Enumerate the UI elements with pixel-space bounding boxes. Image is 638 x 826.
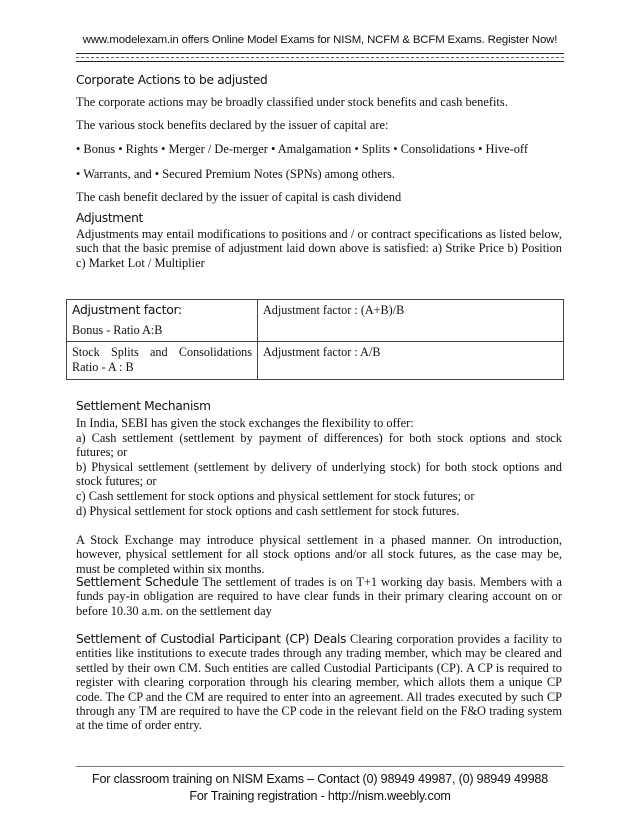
adjustment-paragraph: Adjustments may entail modifications to positions and / or contract specifications as listed below, such that the basic premise of adjustment laid down above is satisfied: a) Strike Price b) Position c) Market Lot / Multiplier bbox=[76, 227, 562, 270]
table-row bbox=[67, 300, 564, 342]
header-rule-dashed bbox=[76, 57, 564, 58]
header-rule-bottom bbox=[76, 61, 564, 62]
stock-benefits-list-1: • Bonus • Rights • Merger / De-merger • Amalgamation • Splits • Consolidations • Hive-off bbox=[76, 142, 528, 156]
table-row bbox=[67, 342, 564, 380]
settlement-option-b: b) Physical settlement (settlement by delivery of underlying stock) for both stock options and stock futures; or bbox=[76, 460, 562, 489]
table-cell: Adjustment factor : (A+B)/B bbox=[258, 300, 564, 342]
table-cell: Adjustment factor : A/B bbox=[258, 342, 564, 380]
cash-benefit-line: The cash benefit declared by the issuer of capital is cash dividend bbox=[76, 190, 402, 204]
adjustment-factor-table bbox=[66, 299, 564, 380]
section-heading-settlement-schedule: Settlement Schedule bbox=[76, 575, 199, 589]
header-rule bbox=[76, 53, 564, 54]
footer-registration: For Training registration - http://nism.weebly.com bbox=[189, 789, 451, 803]
custodial-participant-paragraph bbox=[76, 632, 562, 733]
footer-contact: For classroom training on NISM Exams – Contact (0) 98949 49987, (0) 98949 49988 bbox=[91, 772, 549, 786]
corporate-actions-line-1: The corporate actions may be broadly classified under stock benefits and cash benefits. bbox=[76, 95, 508, 109]
page-header: www.modelexam.in offers Online Model Exams for NISM, NCFM & BCFM Exams. Register Now! bbox=[82, 34, 558, 46]
section-heading-corporate-actions: Corporate Actions to be adjusted bbox=[76, 73, 268, 87]
settlement-option-a: a) Cash settlement (settlement by payment of differences) for both stock options and stock futures; or bbox=[76, 431, 562, 460]
corporate-actions-line-2: The various stock benefits declared by the issuer of capital are: bbox=[76, 118, 389, 132]
footer-rule bbox=[76, 766, 564, 767]
table-cell: Stock Splits and Consolidations Ratio - A : B bbox=[67, 342, 258, 380]
table-cell-heading: Adjustment factor: bbox=[72, 302, 182, 317]
settlement-option-d: d) Physical settlement for stock options and cash settlement for stock futures. bbox=[76, 504, 460, 518]
custodial-participant-text: Clearing corporation provides a facility to entities like institutions to execute trades through any trading member, which may be cleared and settled by their own CM. Such entities are called Custodial Participants (CP). A CP is required to register with clearing corporation through his clearing member, which allots them a unique CP code. The CP and the CM are required to enter into an agreement. All trades executed by such CP through any TM are required to have the CP code in the relevant field on the F&O trading system at the time of order entry. bbox=[76, 632, 563, 733]
settlement-schedule-text: The settlement of trades is on T+1 working day basis. Members with a funds pay-in obligation are required to have clear funds in their primary clearing account on or before 10.30 a.m. on the settlement day bbox=[76, 575, 562, 618]
table-cell-text: Bonus - Ratio A:B bbox=[72, 322, 163, 337]
section-heading-adjustment: Adjustment bbox=[76, 211, 143, 225]
table-cell bbox=[67, 300, 258, 342]
physical-settlement-paragraph: A Stock Exchange may introduce physical settlement in a phased manner. On introduction, however, physical settlement for all stock options and/or all stock futures, as the case may be, must be completed within six months. bbox=[76, 533, 562, 576]
settlement-intro: In India, SEBI has given the stock exchanges the flexibility to offer: bbox=[76, 416, 414, 430]
settlement-option-c: c) Cash settlement for stock options and physical settlement for stock futures; or bbox=[76, 489, 475, 503]
section-heading-custodial-participant: Settlement of Custodial Participant (CP) Deals bbox=[76, 632, 347, 646]
section-heading-settlement-mechanism: Settlement Mechanism bbox=[76, 399, 211, 413]
settlement-schedule-paragraph bbox=[76, 575, 562, 618]
stock-benefits-list-2: • Warrants, and • Secured Premium Notes (SPNs) among others. bbox=[76, 167, 395, 181]
